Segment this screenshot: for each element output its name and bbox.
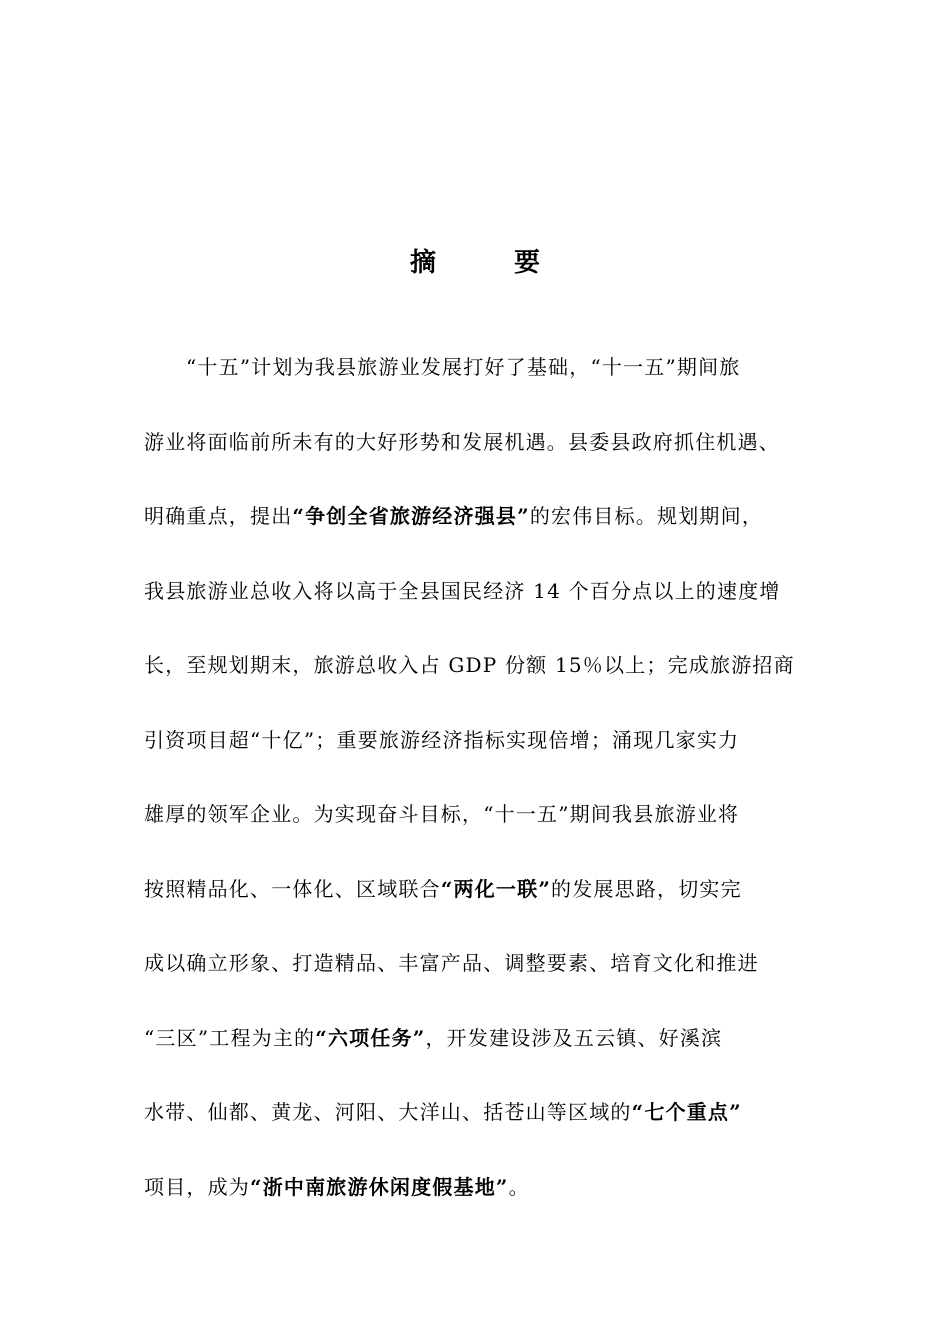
emphasis-text: “争创全省旅游经济强县”: [292, 504, 530, 528]
line-text: 游业将面临前所未有的大好形势和发展机遇。县委县政府抓住机遇、: [144, 429, 780, 454]
line-text: 的发展思路，切实完: [551, 876, 742, 901]
line-text: “十五”计划为我县旅游业发展打好了基础，“十一五”期间旅: [186, 355, 741, 379]
paragraph-line: [144, 330, 824, 405]
paragraph-line: [144, 852, 824, 927]
line-text: 我县旅游业总收入将以高于全县国民经济 14 个百分点以上的速度增: [144, 578, 781, 603]
line-text: ，开发建设涉及五云镇、好溪滨: [425, 1025, 723, 1050]
line-text: 项目，成为: [144, 1174, 250, 1199]
line-text: 雄厚的领军企业。为实现奋斗目标，“十一五”期间我县旅游业将: [144, 802, 740, 826]
paragraph-line: [144, 479, 824, 554]
paragraph-line: [144, 1075, 824, 1150]
title-char-2: 要: [514, 248, 541, 278]
emphasis-text: “七个重点”: [631, 1100, 742, 1124]
paragraph-line: [144, 777, 824, 852]
emphasis-text: “六项任务”: [315, 1025, 426, 1050]
paragraph-line: [144, 1150, 824, 1225]
paragraph-line: [144, 554, 824, 629]
line-text: 明确重点，提出: [144, 504, 293, 528]
line-text: 成以确立形象、打造精品、丰富产品、调整要素、培育文化和推进: [144, 951, 759, 975]
line-text: 引资项目超“十亿”；重要旅游经济指标实现倍增；涌现几家实力: [144, 727, 740, 752]
line-text: 长，至规划期末，旅游总收入占 GDP 份额 15％以上；完成旅游招商: [144, 653, 795, 677]
paragraph-line: [144, 405, 824, 480]
paragraph-line: [144, 926, 824, 1001]
emphasis-text: “浙中南旅游休闲度假基地”: [250, 1174, 509, 1199]
abstract-paragraph: [144, 330, 824, 1224]
line-text: 按照精品化、一体化、区域联合: [144, 876, 441, 901]
line-text: 。: [508, 1174, 530, 1199]
title-char-1: 摘: [409, 248, 436, 278]
paragraph-line: [144, 628, 824, 703]
emphasis-text: “两化一联”: [440, 876, 552, 901]
line-text: “三区”工程为主的: [144, 1025, 316, 1050]
paragraph-line: [144, 703, 824, 778]
page-title: [0, 242, 950, 279]
line-text: 水带、仙都、黄龙、河阳、大洋山、括苍山等区域的: [144, 1100, 632, 1124]
line-text: 的宏伟目标。规划期间，: [529, 504, 764, 528]
paragraph-line: [144, 1001, 824, 1076]
